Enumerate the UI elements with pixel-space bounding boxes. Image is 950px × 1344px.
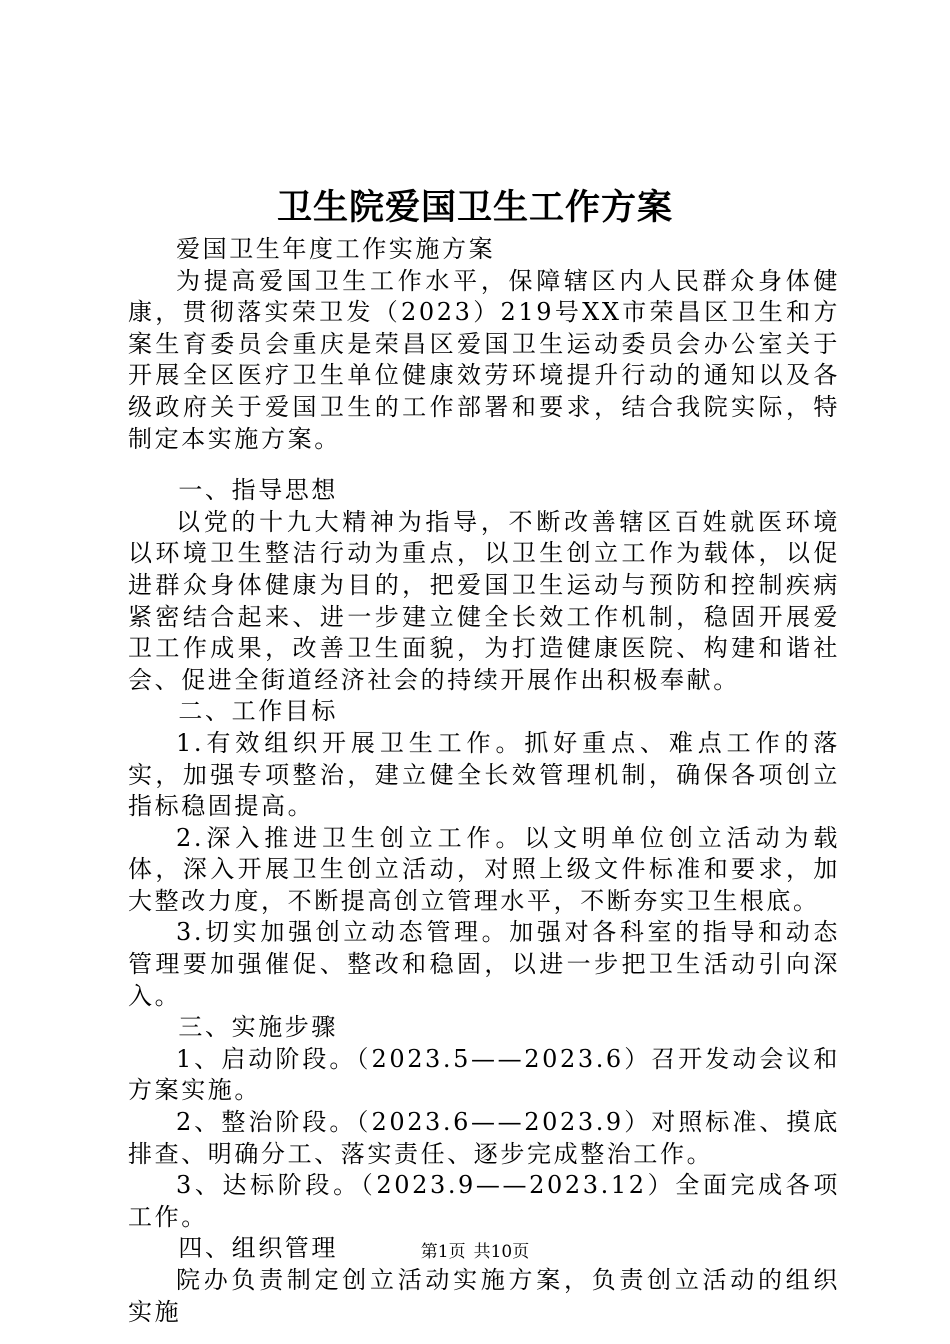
page-total: 共10页 — [473, 1242, 530, 1262]
paragraph-spacer — [128, 455, 840, 475]
paragraph-guiding-ideology: 以党的十九大精神为指导，不断改善辖区百姓就医环境以环境卫生整洁行动为重点，以卫生创立工作为载体，以促进群众身体健康为目的，把爱国卫生运动与预防和控制疾病紧密结合起来、进一步建立健全长效工作机制，稳固开展爱卫工作成果，改善卫生面貌，为打造健康医院、构建和谐社会、促进全街道经济社会的持续开展作出积极奉献。 — [128, 507, 840, 694]
paragraph-step-2: 2、整治阶段。（2023.6——2023.9）对照标准、摸底排查、明确分工、落实责任、逐步完成整治工作。 — [128, 1108, 840, 1168]
paragraph-step-1: 1、启动阶段。（2023.5——2023.6）召开发动会议和方案实施。 — [128, 1044, 840, 1105]
page-footer — [0, 1240, 950, 1264]
paragraph-organization: 院办负责制定创立活动实施方案，负责创立活动的组织实施 — [128, 1266, 840, 1326]
document-title: 卫生院爱国卫生工作方案 — [276, 187, 673, 228]
page-number: 第1页 — [420, 1242, 466, 1262]
paragraph-intro: 为提高爱国卫生工作水平，保障辖区内人民群众身体健康，贯彻落实荣卫发（2023）219号XX市荣昌区卫生和方案生育委员会重庆是荣昌区爱国卫生运动委员会办公室关于开展全区医疗卫生单位健康效劳环境提升行动的通知以及各级政府关于爱国卫生的工作部署和要求，结合我院实际，特制定本实施方案。 — [128, 266, 840, 453]
section-heading-implementation-steps: 三、实施步骤 — [178, 1013, 338, 1042]
paragraph-subtitle: 爱国卫生年度工作实施方案 — [176, 235, 496, 263]
paragraph-goal-3: 3.切实加强创立动态管理。加强对各科室的指导和动态管理要加强催促、整改和稳固，以进一步把卫生活动引向深入。 — [128, 918, 840, 1010]
paragraph-goal-1: 1.有效组织开展卫生工作。抓好重点、难点工作的落实，加强专项整治，建立健全长效管理机制，确保各项创立指标稳固提高。 — [128, 728, 840, 821]
paragraph-step-3: 3、达标阶段。（2023.9——2023.12）全面完成各项工作。 — [128, 1171, 840, 1231]
section-heading-organization: 四、组织管理 — [178, 1234, 338, 1263]
section-heading-work-goals: 二、工作目标 — [178, 697, 338, 726]
document-body — [128, 234, 840, 1328]
paragraph-goal-2: 2.深入推进卫生创立工作。以文明单位创立活动为载体，深入开展卫生创立活动，对照上级文件标准和要求，加大整改力度，不断提高创立管理水平，不断夯实卫生根底。 — [128, 823, 840, 915]
section-heading-guiding-ideology: 一、指导思想 — [178, 476, 338, 505]
